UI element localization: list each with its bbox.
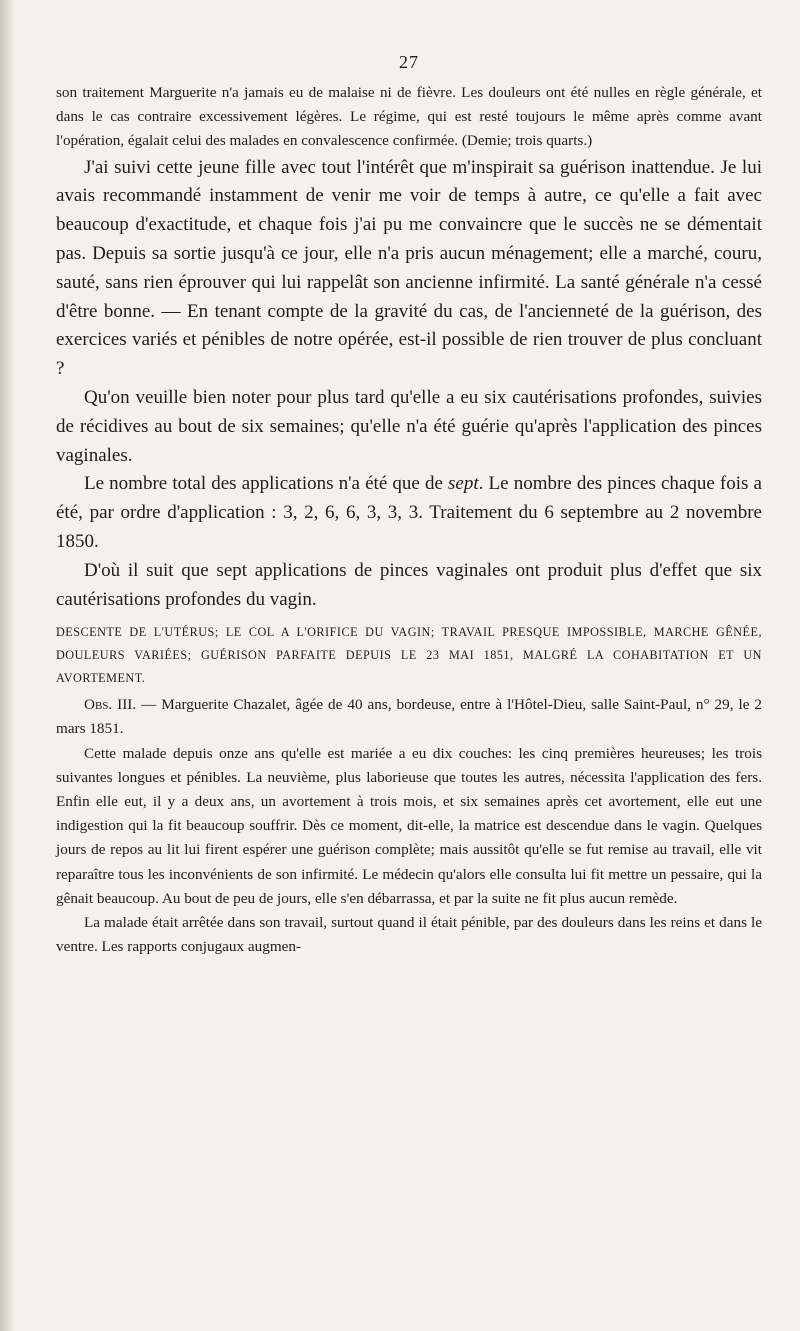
paragraph-continuation: son traitement Marguerite n'a jamais eu de malaise ni de fièvre. Les douleurs ont été nulles en règle générale, et dans le cas contraire excessivement légères. Le régime, qui est resté toujours le même après comme avant l'opération, égalait celui des malades en convalescence confirmée. (Demie; trois quarts.) bbox=[56, 84, 762, 150]
observation-label: Obs. III. bbox=[84, 696, 137, 714]
observation-intro bbox=[56, 693, 762, 741]
observation-intro-text: — Marguerite Chazalet, âgée de 40 ans, bordeuse, entre à l'Hôtel-Dieu, salle Saint-Paul, n° 29, le 2 mars 1851. bbox=[56, 696, 762, 738]
applications-emphasis: sept bbox=[448, 473, 479, 495]
paragraph-applications bbox=[56, 470, 762, 556]
applications-text-end: . Le nombre des pinces chaque fois a été, par ordre d'application : 3, 2, 6, 6, 3, 3, 3. Traitement du 6 septembre au 2 novembre 1850. bbox=[56, 473, 762, 552]
paragraph-conclusion: D'où il suit que sept applications de pinces vaginales ont produit plus d'effet que six cautérisations profondes du vagin. bbox=[56, 559, 762, 610]
observation-heading: DESCENTE DE L'UTÉRUS; LE COL A L'ORIFICE DU VAGIN; TRAVAIL PRESQUE IMPOSSIBLE, MARCHE GÊNÉE, DOULEURS VARIÉES; GUÉRISON PARFAITE DEPUIS LE 23 MAI 1851, MALGRÉ LA COHABITATION ET UN AVORTEMENT. bbox=[56, 625, 762, 685]
page-number: 27 bbox=[399, 52, 419, 72]
paragraph-cauterisations: Qu'on veuille bien noter pour plus tard qu'elle a eu six cautérisations profondes, suivies de récidives au bout de six semaines; qu'elle n'a été guérie qu'après l'application des pinces vaginales. bbox=[56, 386, 762, 466]
paragraph-symptoms: La malade était arrêtée dans son travail, surtout quand il était pénible, par des douleurs dans les reins et dans le ventre. Les rapports conjugaux augmen- bbox=[56, 913, 762, 956]
applications-text-start: Le nombre total des applications n'a été que de bbox=[84, 473, 449, 495]
page-binding-edge bbox=[0, 0, 16, 1331]
paragraph-history: Cette malade depuis onze ans qu'elle est mariée a eu dix couches: les cinq premières heureuses; les trois suivantes longues et pénibles. La neuvième, plus laborieuse que toutes les autres, nécessita l'application des fers. Enfin elle eut, il y a deux ans, un avortement à trois mois, et six semaines après cet avortement, elle eut une indigestion qui la fit beaucoup souffrir. Dès ce moment, dit-elle, la matrice est descendue dans le vagin. Quelques jours de repos au lit lui firent espérer une guérison complète; mais aussitôt qu'elle se fut remise au travail, elle vit reparaître tous les inconvénients de son infirmité. Le médecin qu'alors elle consulta lui fit mettre un pessaire, qui la gênait beaucoup. Au bout de peu de jours, elle s'en débarrassa, et par la suite ne fit plus aucun remède. bbox=[56, 744, 762, 907]
book-page bbox=[56, 52, 762, 959]
paragraph-follow-up: J'ai suivi cette jeune fille avec tout l'intérêt que m'inspirait sa guérison inattendue. Je lui avais recommandé instamment de venir me voir de temps à autre, ce qu'elle a fait avec beaucoup d'exactitude, et chaque fois j'ai pu me convaincre que le succès ne se démentait pas. Depuis sa sortie jusqu'à ce jour, elle n'a pris aucun ménagement; elle a marché, couru, sauté, sans rien éprouver qui lui rappelât son ancienne infirmité. La santé générale n'a cessé d'être bonne. — En tenant compte de la gravité du cas, de l'ancienneté de la guérison, des exercices variés et pénibles de notre opérée, est-il possible de rien trouver de plus concluant ? bbox=[56, 156, 762, 380]
